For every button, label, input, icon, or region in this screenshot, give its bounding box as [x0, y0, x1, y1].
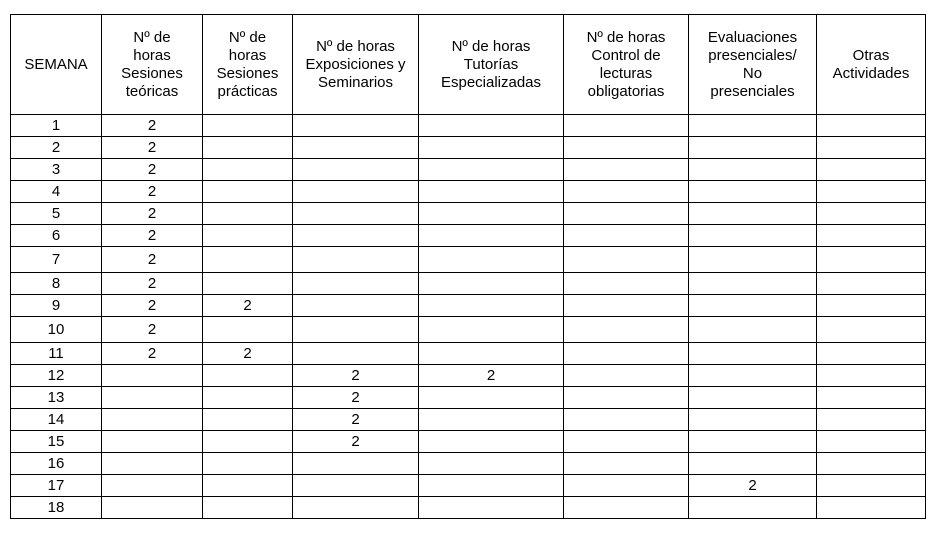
- hours-cell: 2: [102, 159, 203, 181]
- hours-cell: [419, 115, 564, 137]
- hours-cell: 2: [293, 409, 419, 431]
- hours-cell: [817, 497, 926, 519]
- hours-cell: [564, 295, 689, 317]
- hours-cell: 2: [102, 137, 203, 159]
- hours-cell: [419, 225, 564, 247]
- table-row: [11, 203, 926, 225]
- hours-cell: [419, 181, 564, 203]
- hours-cell: [817, 343, 926, 365]
- hours-cell: [564, 409, 689, 431]
- hours-cell: 2: [102, 225, 203, 247]
- hours-cell: 2: [102, 273, 203, 295]
- week-number-cell: 12: [11, 365, 102, 387]
- hours-cell: [293, 453, 419, 475]
- table-row: [11, 115, 926, 137]
- hours-cell: [564, 115, 689, 137]
- hours-cell: [564, 475, 689, 497]
- table-row: [11, 295, 926, 317]
- header-otras-actividades: Otras Actividades: [817, 15, 926, 115]
- hours-cell: [564, 181, 689, 203]
- hours-cell: [293, 115, 419, 137]
- hours-cell: [203, 453, 293, 475]
- table-row: [11, 247, 926, 273]
- header-evaluaciones: Evaluaciones presenciales/ No presenciales: [689, 15, 817, 115]
- hours-cell: [293, 159, 419, 181]
- hours-cell: [689, 365, 817, 387]
- hours-cell: [689, 181, 817, 203]
- hours-cell: [102, 409, 203, 431]
- hours-cell: [564, 431, 689, 453]
- hours-cell: [689, 409, 817, 431]
- hours-cell: [102, 431, 203, 453]
- table-row: [11, 317, 926, 343]
- hours-cell: [689, 115, 817, 137]
- week-number-cell: 7: [11, 247, 102, 273]
- hours-cell: [419, 497, 564, 519]
- table-row: [11, 365, 926, 387]
- hours-cell: [102, 453, 203, 475]
- hours-cell: 2: [293, 365, 419, 387]
- hours-cell: [817, 137, 926, 159]
- hours-cell: [419, 247, 564, 273]
- hours-cell: [102, 365, 203, 387]
- week-number-cell: 4: [11, 181, 102, 203]
- hours-cell: [564, 203, 689, 225]
- hours-cell: [419, 273, 564, 295]
- hours-cell: [689, 317, 817, 343]
- table-row: [11, 343, 926, 365]
- hours-cell: [564, 317, 689, 343]
- hours-cell: [203, 497, 293, 519]
- week-number-cell: 8: [11, 273, 102, 295]
- hours-cell: 2: [102, 343, 203, 365]
- weekly-hours-table: [10, 14, 926, 519]
- week-number-cell: 17: [11, 475, 102, 497]
- hours-cell: [689, 343, 817, 365]
- week-number-cell: 11: [11, 343, 102, 365]
- hours-cell: [293, 343, 419, 365]
- hours-cell: [817, 225, 926, 247]
- hours-cell: [564, 159, 689, 181]
- hours-cell: 2: [102, 317, 203, 343]
- hours-cell: [689, 387, 817, 409]
- hours-cell: [689, 431, 817, 453]
- table-row: [11, 453, 926, 475]
- week-number-cell: 3: [11, 159, 102, 181]
- hours-cell: [564, 225, 689, 247]
- header-semana: SEMANA: [11, 15, 102, 115]
- table-row: [11, 475, 926, 497]
- hours-cell: [689, 137, 817, 159]
- hours-cell: [102, 497, 203, 519]
- hours-cell: [203, 203, 293, 225]
- week-number-cell: 15: [11, 431, 102, 453]
- header-sesiones-practicas: Nº de horas Sesiones prácticas: [203, 15, 293, 115]
- hours-cell: 2: [689, 475, 817, 497]
- hours-cell: [564, 453, 689, 475]
- week-number-cell: 13: [11, 387, 102, 409]
- hours-cell: [293, 225, 419, 247]
- week-number-cell: 2: [11, 137, 102, 159]
- hours-cell: [203, 409, 293, 431]
- hours-cell: [203, 247, 293, 273]
- hours-cell: 2: [102, 247, 203, 273]
- hours-cell: 2: [293, 387, 419, 409]
- hours-cell: 2: [102, 295, 203, 317]
- hours-cell: [689, 453, 817, 475]
- hours-cell: [817, 431, 926, 453]
- hours-cell: [419, 159, 564, 181]
- hours-cell: [817, 387, 926, 409]
- header-tutorias-especializadas: Nº de horas Tutorías Especializadas: [419, 15, 564, 115]
- week-number-cell: 18: [11, 497, 102, 519]
- hours-cell: [203, 387, 293, 409]
- hours-cell: [817, 295, 926, 317]
- hours-cell: [817, 453, 926, 475]
- hours-cell: 2: [419, 365, 564, 387]
- hours-cell: [817, 181, 926, 203]
- hours-cell: [689, 295, 817, 317]
- hours-cell: 2: [102, 181, 203, 203]
- hours-cell: [564, 273, 689, 295]
- hours-cell: 2: [293, 431, 419, 453]
- week-number-cell: 16: [11, 453, 102, 475]
- hours-cell: [419, 431, 564, 453]
- hours-cell: [203, 365, 293, 387]
- table-row: [11, 409, 926, 431]
- hours-cell: [419, 343, 564, 365]
- hours-cell: [293, 247, 419, 273]
- table-row: [11, 387, 926, 409]
- hours-cell: [817, 475, 926, 497]
- hours-cell: [102, 387, 203, 409]
- hours-cell: [293, 203, 419, 225]
- header-control-lecturas: Nº de horas Control de lecturas obligatorias: [564, 15, 689, 115]
- week-number-cell: 6: [11, 225, 102, 247]
- week-number-cell: 9: [11, 295, 102, 317]
- week-number-cell: 10: [11, 317, 102, 343]
- hours-cell: [203, 475, 293, 497]
- hours-cell: 2: [203, 343, 293, 365]
- hours-cell: 2: [203, 295, 293, 317]
- hours-cell: [689, 159, 817, 181]
- hours-cell: [689, 225, 817, 247]
- hours-cell: [419, 137, 564, 159]
- hours-cell: [689, 273, 817, 295]
- hours-cell: [293, 497, 419, 519]
- hours-cell: [564, 247, 689, 273]
- hours-cell: [689, 203, 817, 225]
- hours-cell: [419, 295, 564, 317]
- table-row: [11, 431, 926, 453]
- hours-cell: [203, 181, 293, 203]
- hours-cell: [293, 273, 419, 295]
- hours-cell: [203, 225, 293, 247]
- hours-cell: [293, 137, 419, 159]
- hours-cell: [203, 115, 293, 137]
- hours-cell: [817, 365, 926, 387]
- hours-cell: [817, 273, 926, 295]
- hours-cell: [419, 317, 564, 343]
- hours-cell: [203, 137, 293, 159]
- hours-cell: [293, 475, 419, 497]
- hours-cell: [419, 409, 564, 431]
- week-number-cell: 1: [11, 115, 102, 137]
- hours-cell: [293, 295, 419, 317]
- hours-cell: [419, 475, 564, 497]
- hours-cell: [564, 137, 689, 159]
- table-row: [11, 273, 926, 295]
- hours-cell: [564, 365, 689, 387]
- hours-cell: [102, 475, 203, 497]
- week-number-cell: 5: [11, 203, 102, 225]
- table-row: [11, 159, 926, 181]
- week-number-cell: 14: [11, 409, 102, 431]
- hours-cell: [564, 343, 689, 365]
- table-row: [11, 181, 926, 203]
- hours-cell: 2: [102, 203, 203, 225]
- table-body: [11, 115, 926, 519]
- hours-cell: [817, 409, 926, 431]
- hours-cell: [293, 317, 419, 343]
- hours-cell: [203, 159, 293, 181]
- header-sesiones-teoricas: Nº de horas Sesiones teóricas: [102, 15, 203, 115]
- hours-cell: [817, 247, 926, 273]
- hours-cell: [419, 453, 564, 475]
- table-row: [11, 137, 926, 159]
- hours-cell: [564, 387, 689, 409]
- hours-cell: [419, 387, 564, 409]
- hours-cell: [817, 203, 926, 225]
- table-row: [11, 225, 926, 247]
- hours-cell: [203, 317, 293, 343]
- hours-cell: [203, 431, 293, 453]
- hours-cell: [419, 203, 564, 225]
- schedule-sheet: [10, 14, 926, 519]
- hours-cell: [689, 247, 817, 273]
- hours-cell: [293, 181, 419, 203]
- hours-cell: [817, 317, 926, 343]
- header-row: [11, 15, 926, 115]
- header-exposiciones-seminarios: Nº de horas Exposiciones y Seminarios: [293, 15, 419, 115]
- hours-cell: [203, 273, 293, 295]
- hours-cell: 2: [102, 115, 203, 137]
- hours-cell: [817, 159, 926, 181]
- hours-cell: [564, 497, 689, 519]
- hours-cell: [689, 497, 817, 519]
- hours-cell: [817, 115, 926, 137]
- table-row: [11, 497, 926, 519]
